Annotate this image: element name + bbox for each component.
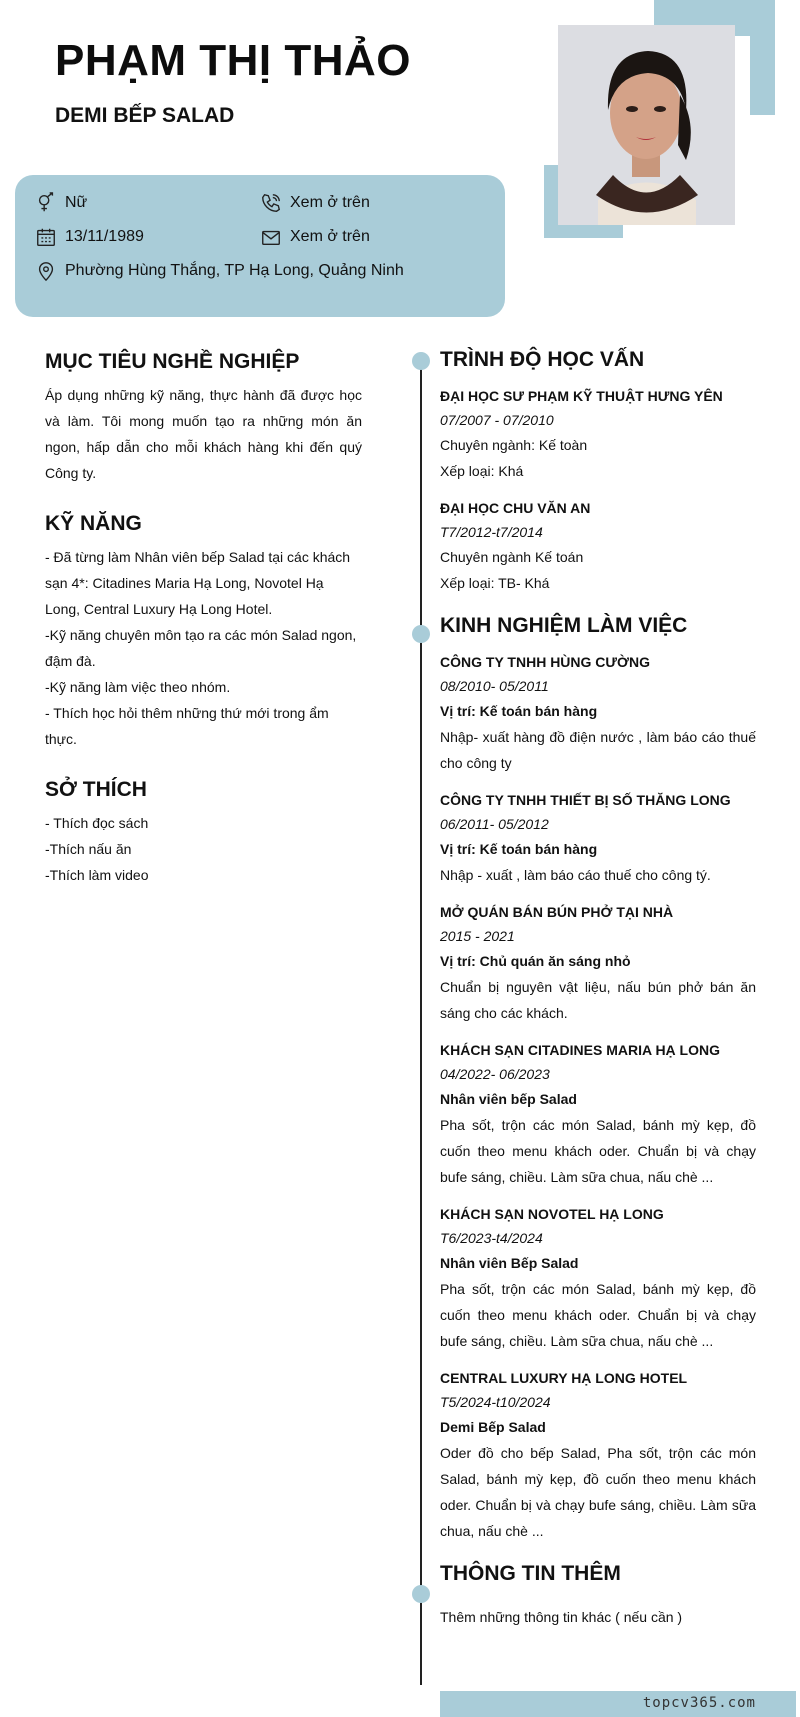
skill-item: -Kỹ năng chuyên môn tạo ra các món Salad ngon, đậm đà. [45,627,357,669]
education-grade: Xếp loại: TB- Khá [440,575,550,591]
footer-bar [440,1691,796,1717]
experience-title: KINH NGHIỆM LÀM VIỆC [440,614,688,637]
education-date: 07/2007 - 07/2010 [440,412,554,428]
experience-description: Pha sốt, trộn các món Salad, bánh mỳ kẹp, đồ cuốn theo menu khách oder. Chuẩn bị và chạy bufe sáng, chiều. Làm sữa chua, nấu chè ... [440,1117,756,1185]
education-section [440,348,756,596]
experience-company: KHÁCH SẠN NOVOTEL HẠ LONG [440,1206,664,1222]
objective-section [45,350,362,486]
gender-value: Nữ [65,194,88,211]
skill-item: - Thích học hỏi thêm những thứ mới trong ẩm thực. [45,705,329,747]
experience-description: Chuẩn bị nguyên vật liệu, nấu bún phở bán ăn sáng cho các khách. [440,979,756,1021]
experience-company: CENTRAL LUXURY HẠ LONG HOTEL [440,1370,688,1386]
education-school: ĐẠI HỌC SƯ PHẠM KỸ THUẬT HƯNG YÊN [440,388,723,404]
education-date: T7/2012-t7/2014 [440,524,543,540]
experience-description: Nhập- xuất hàng đồ điện nước , làm báo cáo thuế cho công ty [440,729,756,771]
experience-company: CÔNG TY TNHH HÙNG CƯỜNG [440,654,650,670]
job-title: DEMI BẾP SALAD [55,104,235,127]
experience-role: Nhân viên Bếp Salad [440,1255,579,1271]
experience-company: KHÁCH SẠN CITADINES MARIA HẠ LONG [440,1042,720,1058]
contact-gender [35,192,87,214]
location-pin-icon [35,260,57,282]
experience-company: CÔNG TY TNHH THIẾT BỊ SỐ THĂNG LONG [440,792,731,808]
extra-title: THÔNG TIN THÊM [440,1562,621,1585]
objective-title: MỤC TIÊU NGHỀ NGHIỆP [45,350,300,373]
experience-date: 2015 - 2021 [440,928,515,944]
contact-birthday [35,226,144,248]
experience-role: Nhân viên bếp Salad [440,1091,577,1107]
phone-icon [260,192,282,214]
contact-info-box [15,175,505,317]
hobby-item: -Thích làm video [45,867,149,883]
education-title: TRÌNH ĐỘ HỌC VẤN [440,348,645,371]
skill-item: - Đã từng làm Nhân viên bếp Salad tại các khách sạn 4*: Citadines Maria Hạ Long, Novotel Hạ Long, Central Luxury Hạ Long Hotel. [45,549,351,617]
extra-section [440,1562,756,1630]
experience-description: Nhập - xuất , làm báo cáo thuế cho công tý. [440,867,711,883]
education-school: ĐẠI HỌC CHU VĂN AN [440,500,591,516]
extra-timeline-dot [412,1585,430,1603]
accent-block-right-bar [750,0,775,115]
experience-description: Pha sốt, trộn các món Salad, bánh mỳ kẹp, đồ cuốn theo menu khách oder. Chuẩn bị và chạy bufe sáng, chiều. Làm sữa chua, nấu chè ... [440,1281,756,1349]
education-major: Chuyên ngành: Kế toàn [440,437,588,453]
experience-entry [440,1366,756,1544]
contact-email [260,226,370,248]
objective-text: Áp dụng những kỹ năng, thực hành đã được học và làm. Tôi mong muốn tạo ra những món ăn ngon, hấp dẫn cho mỗi khách hàng khi đến quý Công ty. [45,387,362,481]
skills-section [45,512,362,752]
hobby-item: -Thích nấu ăn [45,841,132,857]
experience-entry [440,1038,756,1190]
experience-description: Oder đồ cho bếp Salad, Pha sốt, trộn các món Salad, bánh mỳ kẹp, đồ cuốn theo menu khách oder. Chuẩn bị và chạy bufe sáng, chiều. Làm sữa chua, nấu chè ... [440,1445,756,1539]
hobby-item: - Thích đọc sách [45,815,149,831]
experience-entry [440,900,756,1026]
education-entry [440,496,756,596]
education-timeline-dot [412,352,430,370]
experience-entry [440,1202,756,1354]
experience-entry [440,650,756,776]
experience-date: 06/2011- 05/2012 [440,816,549,832]
hobbies-title: SỞ THÍCH [45,778,147,801]
address-value: Phường Hùng Thắng, TP Hạ Long, Quảng Ninh [65,262,404,279]
experience-role: Vị trí: Kế toán bán hàng [440,703,598,719]
experience-role: Vị trí: Chủ quán ăn sáng nhỏ [440,953,631,969]
skills-title: KỸ NĂNG [45,512,142,535]
experience-section [440,614,756,1544]
experience-entry [440,788,756,888]
education-entry [440,384,756,484]
contact-address [35,260,404,282]
gender-icon [35,192,57,214]
experience-role: Vị trí: Kế toán bán hàng [440,841,598,857]
experience-timeline-dot [412,625,430,643]
watermark-text: topcv365.com [642,1695,756,1711]
portrait-image [558,25,735,225]
timeline-line [420,360,422,1685]
right-column [440,348,756,1648]
phone-value[interactable]: Xem ở trên [290,194,370,211]
skill-item: -Kỹ năng làm việc theo nhóm. [45,679,231,695]
candidate-name: PHẠM THỊ THẢO [55,36,412,85]
experience-company: MỞ QUÁN BÁN BÚN PHỞ TẠI NHÀ [440,904,674,920]
hobbies-section [45,778,362,888]
education-major: Chuyên ngành Kế toán [440,549,584,565]
email-icon [260,226,282,248]
contact-phone [260,192,370,214]
extra-text: Thêm những thông tin khác ( nếu cần ) [440,1609,683,1625]
experience-date: 04/2022- 06/2023 [440,1066,550,1082]
profile-photo [558,25,735,225]
calendar-icon [35,226,57,248]
experience-date: T5/2024-t10/2024 [440,1394,551,1410]
experience-date: 08/2010- 05/2011 [440,678,549,694]
experience-role: Demi Bếp Salad [440,1419,546,1435]
experience-date: T6/2023-t4/2024 [440,1230,543,1246]
email-value[interactable]: Xem ở trên [290,228,370,245]
left-column [45,350,362,914]
education-grade: Xếp loại: Khá [440,463,524,479]
birthday-value: 13/11/1989 [65,228,144,245]
